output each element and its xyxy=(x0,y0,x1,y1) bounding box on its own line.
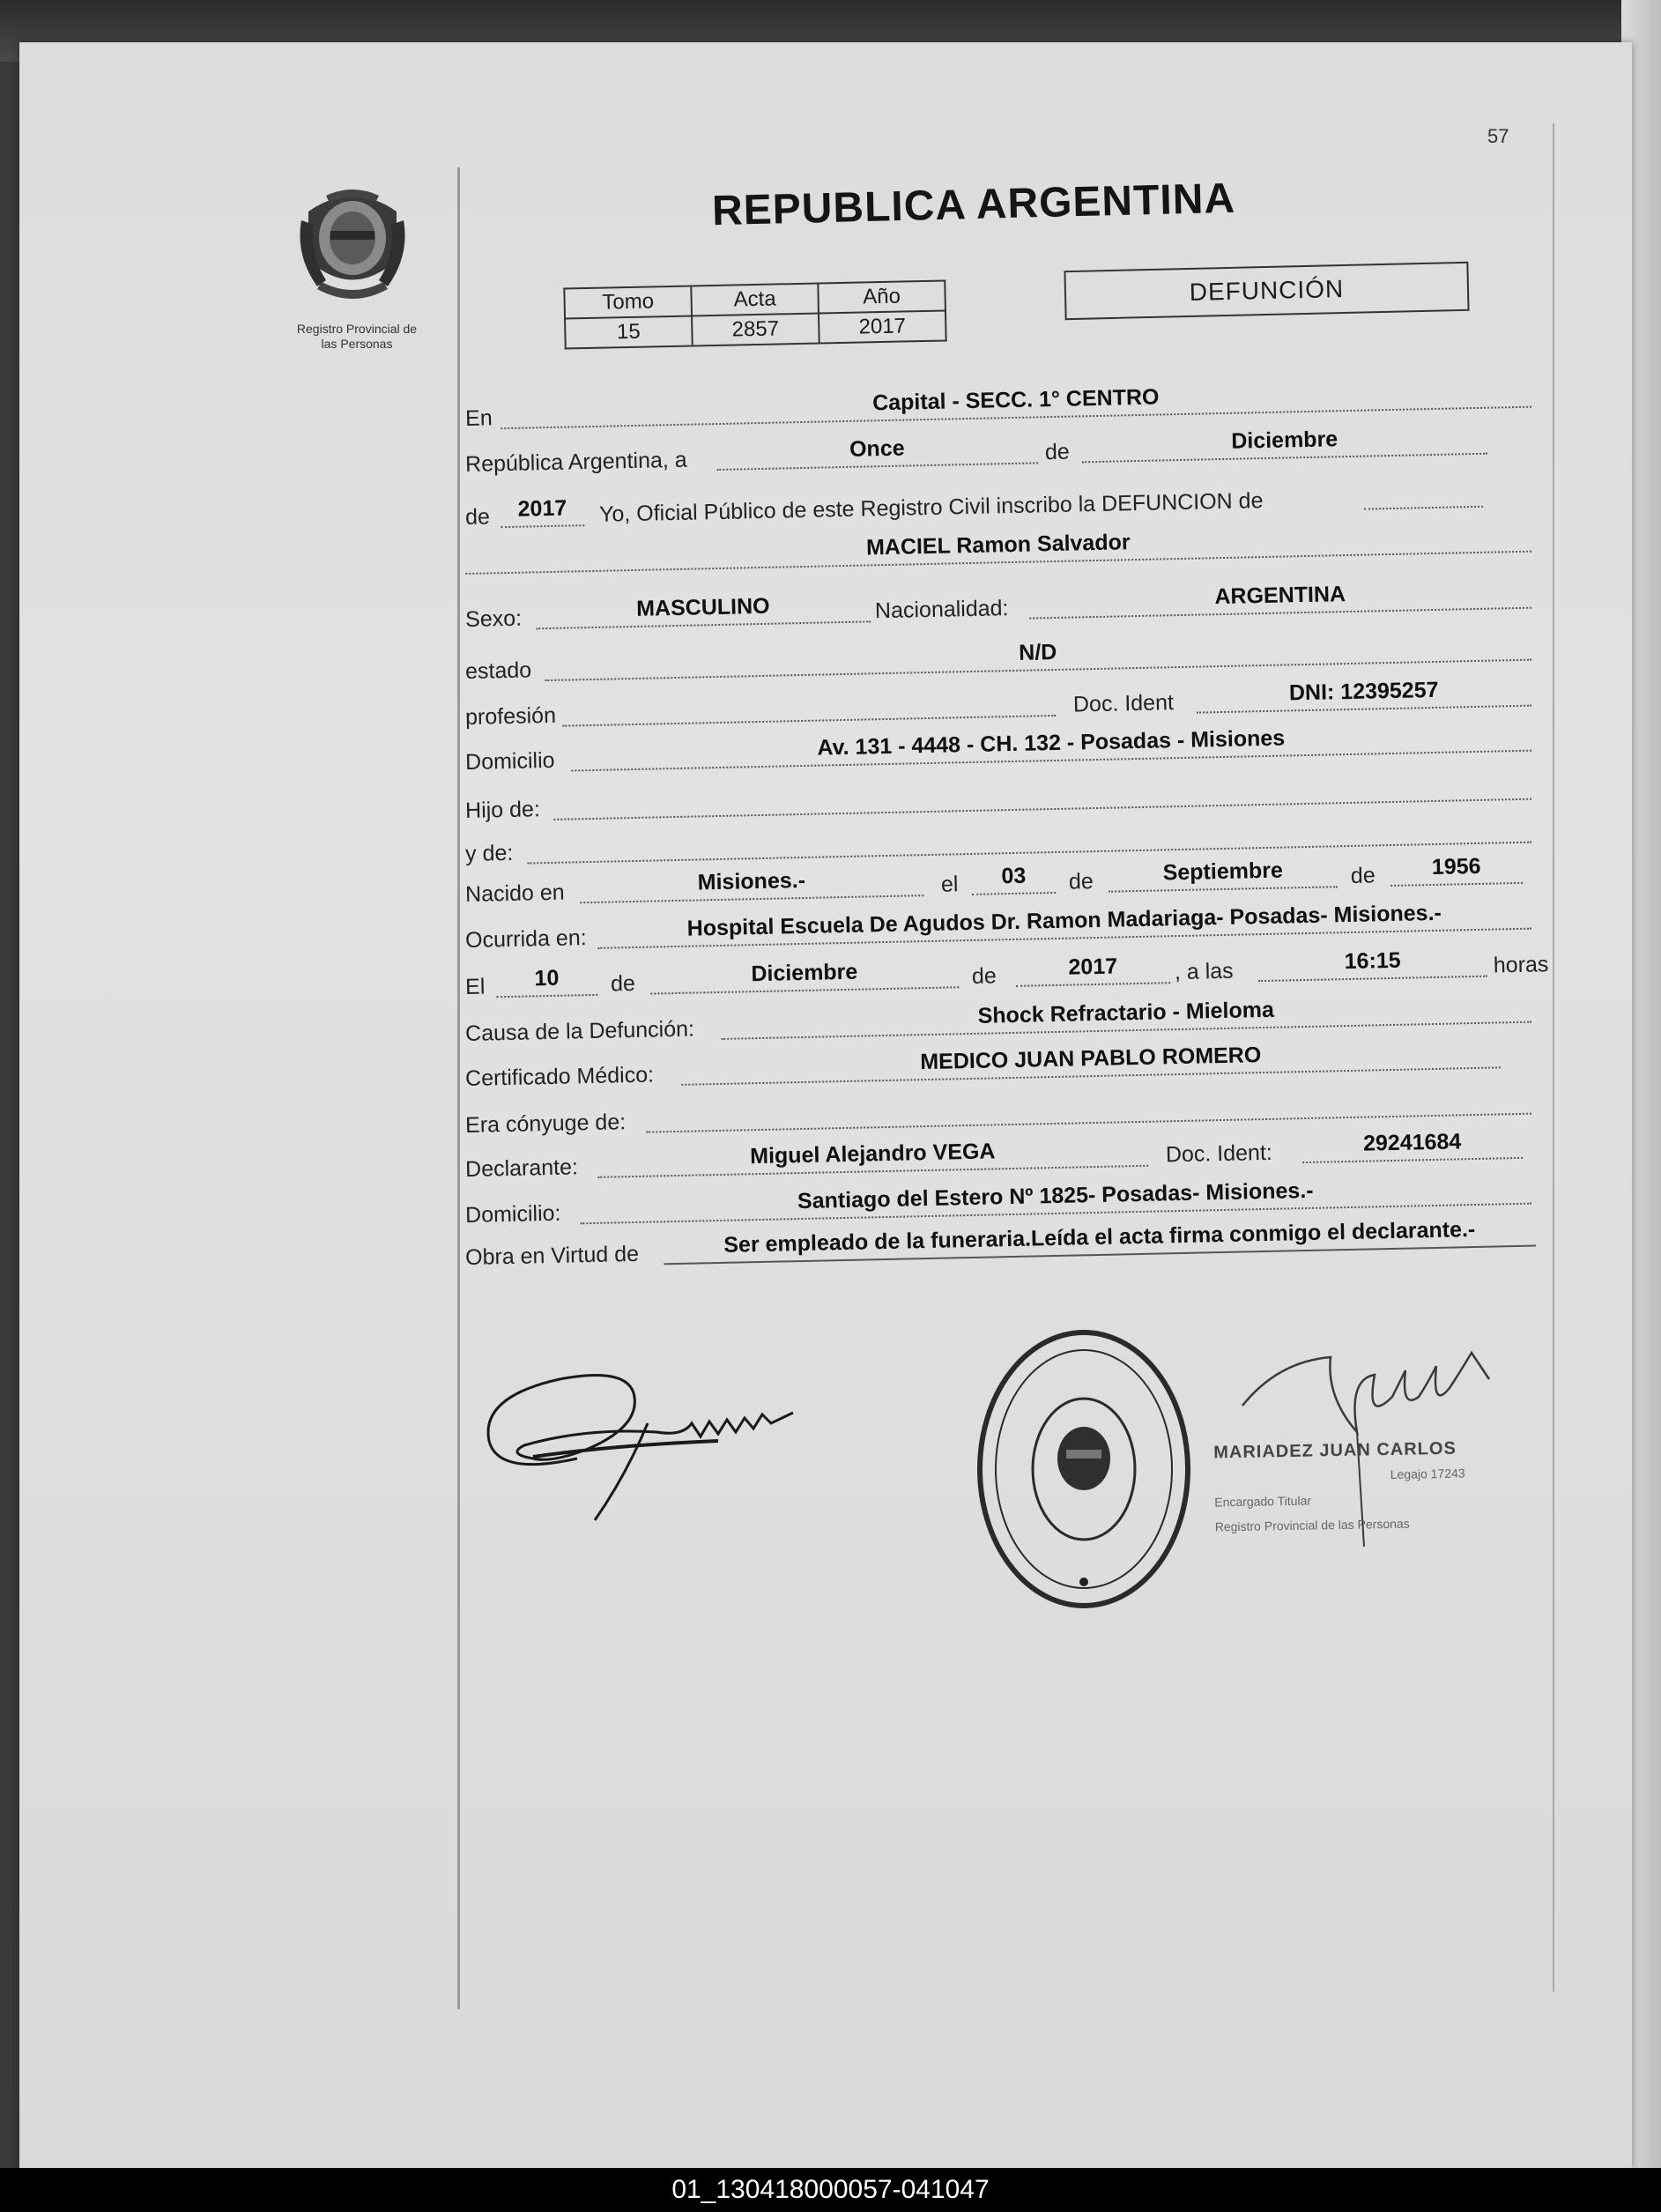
field-doc-ident: DNI: 12395257 xyxy=(1196,675,1531,714)
label-de-def-anio: de xyxy=(971,963,997,989)
field-declarante: Miguel Alejandro VEGA xyxy=(597,1135,1149,1178)
field-ocurrida-en: Hospital Escuela De Agudos Dr. Ramon Madariaga- Posadas- Misiones.- xyxy=(597,898,1532,949)
volume-header-anio: Año xyxy=(818,280,945,313)
label-declarante: Declarante: xyxy=(464,1154,579,1182)
volume-value-tomo: 15 xyxy=(565,316,693,349)
label-a-las: , a las xyxy=(1174,958,1234,985)
field-nombre: MACIEL Ramon Salvador xyxy=(465,521,1531,575)
label-doc-ident-declarante: Doc. Ident: xyxy=(1165,1139,1273,1168)
registry-seal-icon xyxy=(974,1326,1194,1613)
volume-header-tomo: Tomo xyxy=(564,286,692,319)
scan-footer-id: 01_130418000057-041047 xyxy=(0,2168,1661,2212)
field-declarante-domicilio: Santiago del Estero Nº 1825- Posadas- Misiones.- xyxy=(580,1173,1532,1225)
field-mes: Diciembre xyxy=(1081,423,1487,464)
label-certificado: Certificado Médico: xyxy=(464,1062,655,1091)
registry-label-line1: Registro Provincial de xyxy=(296,322,418,336)
label-horas: horas xyxy=(1493,952,1549,978)
left-margin-line xyxy=(457,167,460,2009)
label-ocurrida-en: Ocurrida en: xyxy=(464,925,587,953)
label-el: el xyxy=(940,872,959,897)
page-number: 57 xyxy=(1487,125,1509,147)
label-obra: Obra en Virtud de xyxy=(464,1241,640,1270)
label-yo-oficial: Yo, Oficial Público de este Registro Civil inscribo la DEFUNCION de xyxy=(598,488,1264,527)
provincial-emblem-icon xyxy=(291,176,414,308)
label-hijo-de: Hijo de: xyxy=(464,797,541,823)
label-de-nac-anio: de xyxy=(1350,863,1376,888)
field-domicilio: Av. 131 - 4448 - CH. 132 - Posadas - Misiones xyxy=(571,720,1532,772)
field-def-dia: 10 xyxy=(496,964,598,998)
label-nacido-en: Nacido en xyxy=(464,880,565,907)
document-title: REPUBLICA ARGENTINA xyxy=(711,174,1236,235)
field-blank-oficial xyxy=(1363,476,1483,510)
volume-value-acta: 2857 xyxy=(692,313,819,345)
field-estado: N/D xyxy=(545,629,1532,681)
label-el-cap: El xyxy=(464,974,486,999)
field-nac-dia: 03 xyxy=(971,862,1056,895)
field-sexo: MASCULINO xyxy=(536,590,871,629)
label-domicilio-declarante: Domicilio: xyxy=(464,1200,561,1228)
declarant-signature xyxy=(480,1344,815,1547)
field-anio: 2017 xyxy=(501,494,585,528)
field-certificado: MEDICO JUAN PABLO ROMERO xyxy=(681,1036,1502,1085)
field-nacido-en: Misiones.- xyxy=(580,865,924,903)
field-lugar: Capital - SECC. 1° CENTRO xyxy=(501,376,1531,429)
field-nac-anio: 1956 xyxy=(1390,852,1523,887)
volume-value-anio: 2017 xyxy=(819,310,946,343)
stamp-role: Encargado Titular xyxy=(1214,1493,1312,1510)
field-nac-mes: Septiembre xyxy=(1108,856,1338,892)
field-declarante-doc: 29241684 xyxy=(1301,1127,1523,1163)
volume-header-acta: Acta xyxy=(691,283,819,315)
stamp-name: MARIADEZ JUAN CARLOS xyxy=(1213,1438,1457,1463)
label-conyuge: Era cónyuge de: xyxy=(464,1110,627,1138)
label-sexo: Sexo: xyxy=(464,605,523,632)
stamp-registry: Registro Provincial de las Personas xyxy=(1214,1516,1410,1534)
volume-table xyxy=(563,279,946,349)
label-domicilio: Domicilio xyxy=(464,747,555,775)
label-profesion: profesión xyxy=(464,702,557,730)
field-nacionalidad: ARGENTINA xyxy=(1028,577,1531,620)
label-en: En xyxy=(464,405,493,431)
stamp-legajo: Legajo 17243 xyxy=(1390,1466,1465,1481)
field-def-hora: 16:15 xyxy=(1257,946,1487,982)
label-de-nac-mes: de xyxy=(1068,869,1094,894)
label-estado: estado xyxy=(464,657,532,684)
label-de-anio: de xyxy=(464,504,491,530)
label-de: de xyxy=(1044,439,1071,465)
officer-stamp xyxy=(1213,1436,1466,1540)
field-obra: Ser empleado de la funeraria.Leída el acta firma conmigo el declarante.- xyxy=(664,1215,1537,1266)
field-def-anio: 2017 xyxy=(1015,952,1170,987)
label-de-def-mes: de xyxy=(610,970,636,997)
field-dia: Once xyxy=(716,432,1039,471)
label-doc-ident: Doc. Ident xyxy=(1072,690,1175,717)
registry-label-line2: las Personas xyxy=(321,337,393,351)
field-def-mes: Diciembre xyxy=(650,956,960,994)
registry-label xyxy=(260,322,454,352)
record-type-box: DEFUNCIÓN xyxy=(1064,262,1469,320)
field-profesion xyxy=(562,685,1057,727)
label-causa: Causa de la Defunción: xyxy=(464,1016,695,1046)
label-republica: República Argentina, a xyxy=(464,447,687,477)
field-causa: Shock Refractario - Mieloma xyxy=(721,991,1532,1040)
right-margin-line xyxy=(1553,123,1554,1992)
label-nacionalidad: Nacionalidad: xyxy=(874,596,1009,624)
label-y-de: y de: xyxy=(464,840,514,866)
